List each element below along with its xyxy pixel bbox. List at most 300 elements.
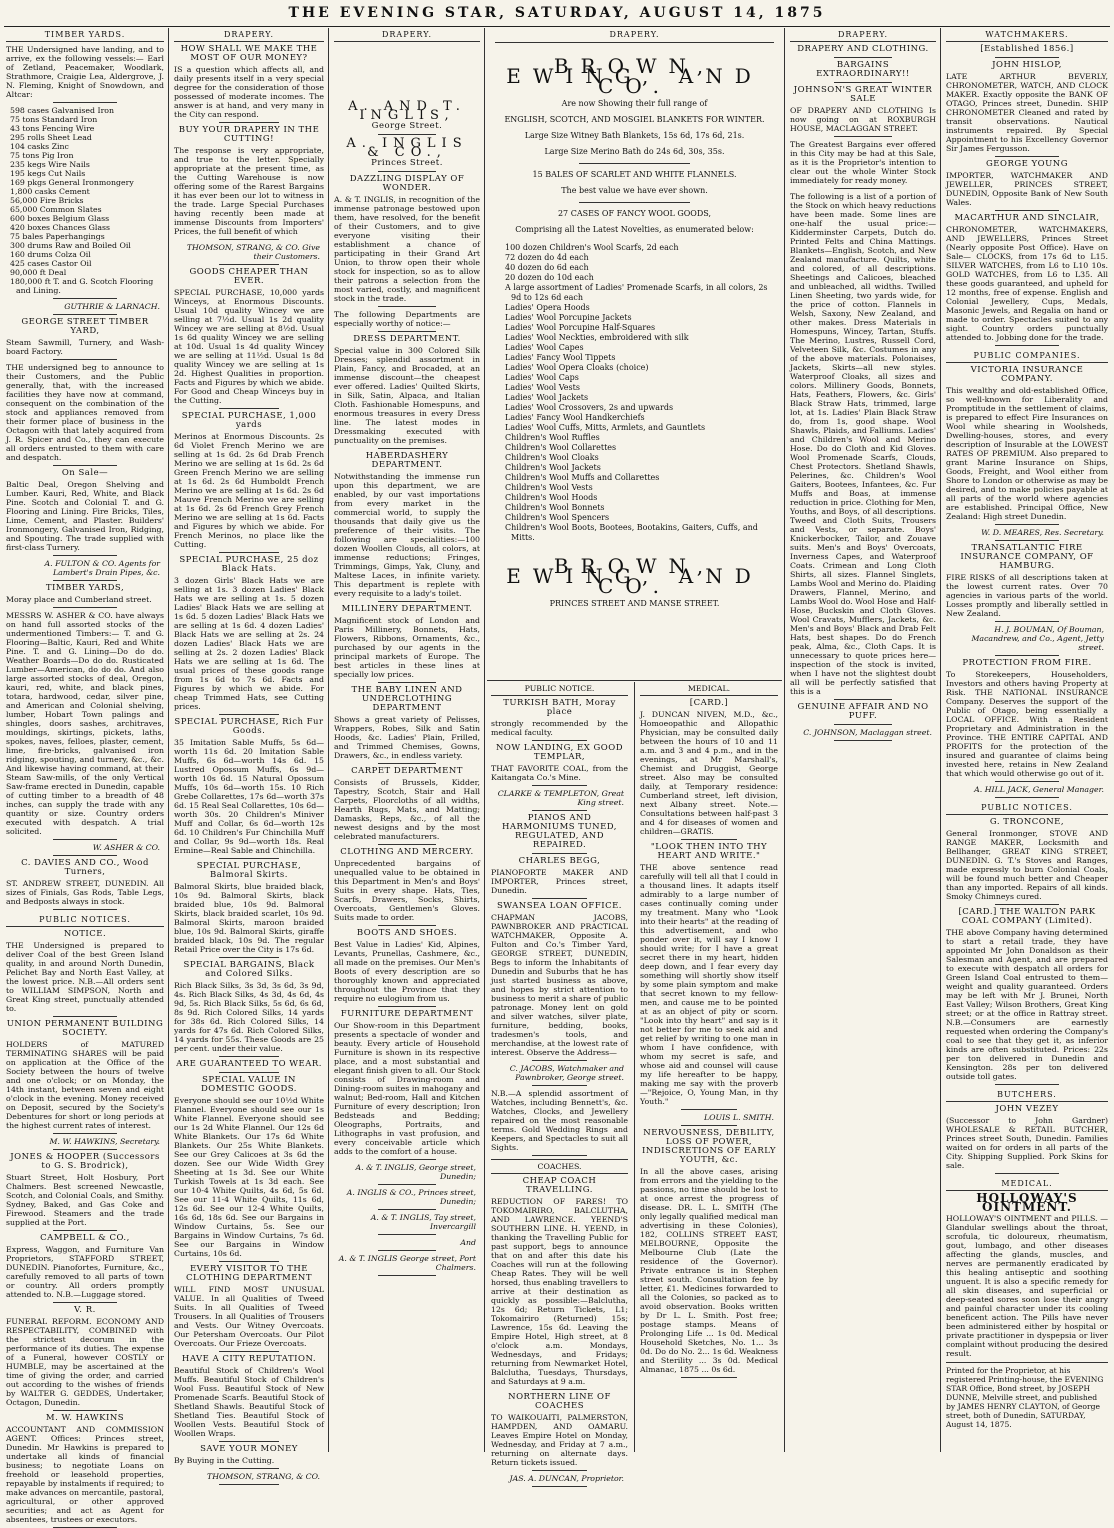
advert-signature: A. & T. INGLIS George street, Port Chalmers. bbox=[338, 1254, 476, 1272]
advert-heading: CHARLES BEGG, bbox=[518, 856, 601, 866]
divider bbox=[532, 898, 587, 899]
divider bbox=[378, 763, 436, 764]
advert-heading: HOLLOWAY'S OINTMENT. bbox=[976, 1191, 1078, 1214]
advert-text: CHAPMAN JACOBS, PAWNBROKER AND PRACTICAL WATCHMAKER, Opposite A. Fulton and Co.'s Timber Yard, GEORGE STREET, DUNEDIN, Begs to inform the Inhabitants of Dunedin and Suburbs that he has just started business as above, and hopes by strict attention to business to merit a share of public patronage. Money lent on gold and silver watches, silver plate, furniture, bedding, books, tradesmen's tools, and merchandise, at the lowest rate of interest. Observe the Address— bbox=[491, 913, 628, 1057]
section-header: PUBLIC NOTICE. bbox=[491, 682, 628, 696]
list-item: Children's Wool Muffs and Collarettes bbox=[505, 473, 660, 482]
advert-text: 3 dozen Girls' Black Hats we are selling at 1s. 3 dozen Ladies' Black Hats we are selling at 1s. 5 dozen Ladies' Black Hats we are selling at 1s 6d. 5 dozen Ladies' Black Hats we are selling at 1s 6d. 4 dozen Ladies' Black Hats we are selling at 2s. 24 dozen Ladies' Black Hats we are selling at 2s. 2 dozen Ladies' Black Hats we are selling at 1s 6d. The usual prices of these goods range from 1s 6d to 7s 6d. Facts and Figures by which we abide. For cheap Trimmed Hats, see Cutting prices. bbox=[174, 576, 324, 711]
advert-text: MESSRS W. ASHER & CO. have always on hand full assorted stocks of the undermentioned Timbers:— T. and G. Flooring—Baltic, Kauri, Red and White Pine. T. and G. Lining—Do do do. Weather Boards—Do do do. Rusticated Lumber—American, do do do. And also large assorted stocks of deal, Oregon, kauri, red, white, and black pines, totara, hardwood, cedar, silver pine, and American and Colonial shelving, lumber, Hobart Town palings and shingles, doors sashes, architraves, mouldings, skirtings, pickets, laths, spokes, naves, felloes, plaster, cement, lime, fire-bricks, galvanised iron ridging, spouting, and turnery, &c., &c. And likewise having command, at their Steam Saw-mills, of the only Vertical Saw-frame erected in Dunedin, capable of cutting timber to a breadth of 48 inches, can supply the trade with any quantity or size. Country orders executed with despatch. A trial solicited. bbox=[6, 611, 164, 836]
advert-text: The following is a list of a portion of the Stock on which heavy reductions have been made. Some lines are one-half the usual price:— Kidderminster Carpets, Dutch do. Printed Felts and China Mattings. Blankets—English, Scotch, and New Zealand manufacture. Quilts, white and colored, of all descriptions. Sheetings and Calicoes, bleached and unbleached, all widths. Twilled Linen Sheeting, two yards wide, for the price of cotton. Flannels in Welsh, Saxony, New Zealand, and other makes. Dress Materials in Homespuns, Wincey, Tartan, Stuffs. The Merino, Lustres, Russell Cord, Velveteen Silk, &c. Costumes in any of the above materials. Polonaises, Jackets, Skirts—all new styles. Waterproof Cloaks, all sizes and colors. Millinery Goods, Bonnets, Hats, Feathers, Flowers, &c. Girls' Black Straw Hats, trimmed, large lot, at 1s. Ladies' Plain Black Straw do, from 1s, good shape. Wool Shawls, Plaids, and Falliums. Ladies' and Children's Wool and Merino Hose. Do do Cloth and Kid Gloves. Wool Promenade Scarfs, Clouds, Chest Protectors. Shetland Shawls, Pelerines, &c. Children's Wool Gaiters, Bootees, Infantees, &c. Fur Muffs and Boas, at immense reduction in price. Clothing for Men, Youths, and Boys, of all descriptions. Tweed and Cloth Suits, Trousers and Vests, or separate. Boys' Knickerbocker, Tailor, and Zouave suits. Men's and Boys' Overcoats, Inverness Capes, and Waterproof Coats. Crimean and Long Cloth Shirts, all sizes. Flannel Singlets, Lambs Wool and Merino do. Plaiding Drawers, Flannel, Merino, and Lambs Wool do. Wool Hose and Half-Hose, Buckskin and Cloth Gloves. Wool Cravats, Mufflers, Jackets, &c. Men's and Boys' Black and Drab Felt Hats, best shapes. Do do French peak, Alma, &c., Cloth Caps. It is unnecessary to quote prices here—inspection of the stock is invited, when I have not the slightest doubt all will be perfectly satisfied that this is a bbox=[790, 192, 936, 696]
column-items bbox=[946, 1105, 1108, 1174]
advert-item bbox=[6, 843, 164, 852]
advert-text: General Ironmonger, STOVE AND RANGE MAKER, Locksmith and Bellhanger, GREAT KING STREET, DUNEDIN. G. T.'s Stoves and Ranges, made expressly to burn Colonial Coals, will be found much better and Cheaper than any imported. Repairs of all kinds. Smoky Chimneys cured. bbox=[946, 829, 1108, 901]
advert-item bbox=[334, 1254, 480, 1272]
divider bbox=[995, 524, 1060, 525]
divider bbox=[378, 1250, 436, 1251]
advert-item bbox=[946, 214, 1108, 342]
divider bbox=[219, 714, 279, 715]
advert-item bbox=[640, 1113, 778, 1122]
advert-item bbox=[334, 1213, 480, 1231]
advert-item bbox=[6, 584, 164, 604]
advert-heading: GOODS CHEAPER THAN EVER. bbox=[189, 267, 309, 286]
advert-heading: ARE GUARANTEED TO WEAR. bbox=[176, 1059, 322, 1069]
advert-text: Stuart Street, Holt Hosbury, Port Chalmers. Best screened Newcastle, Scotch, and Colonial Coals, and Smithy. Sydney, Baked, and Gas Coke and Firewood. Steamers and the trade supplied at the Port. bbox=[6, 1173, 164, 1227]
column-rule bbox=[168, 28, 169, 1452]
advert-heading: FURNITURE DEPARTMENT bbox=[340, 1009, 474, 1019]
column-rule bbox=[940, 28, 941, 1452]
divider bbox=[532, 1470, 587, 1471]
advert-signature: JAS. A. DUNCAN, Proprietor. bbox=[509, 1474, 624, 1483]
column-items bbox=[6, 930, 164, 1528]
advert-heading: [Established 1856.] bbox=[980, 44, 1074, 54]
advert-text: Unprecedented bargains of unequalled value to be obtained in this Department in Men's and Boys' Suits in every shape. Hats, Ties, Scarfs, Drawers, Socks, Shirts, Overcoats, Gentlemen's Gloves. Suits made to order. bbox=[334, 859, 480, 922]
advert-line: Comprising all the Latest Novelties, as enumerated below: bbox=[515, 225, 754, 234]
advert-item bbox=[790, 703, 936, 721]
advert-item bbox=[6, 930, 164, 1013]
advert-heading: "LOOK THEN INTO THY HEART AND WRITE." bbox=[650, 842, 768, 861]
advert-item bbox=[6, 106, 164, 295]
advert-signature: CLARKE & TEMPLETON, Great King street. bbox=[497, 789, 624, 807]
firm-name: BROWN, EWING, AND CO. bbox=[506, 54, 763, 98]
advert-text: Our Show-room in this Department presents a spectacle of wonder and beauty. Every article of Household Furniture is shown in its respective place, and a most substantial and elegant finish given to all. Our Stock consists of Drawing-room and Dining-room suites in mahogany and walnut; Bed-room, Hall and Kitchen Furniture of every description; Iron Bedsteads and Bedding; Oleographs, Portraits, and Lithographs in vast profusion, and every conceivable article which adds to the comfort of a house. bbox=[334, 1021, 480, 1156]
advert-item bbox=[6, 1153, 164, 1227]
advert-item bbox=[946, 908, 1108, 1081]
divider bbox=[378, 1006, 436, 1007]
column-items bbox=[491, 699, 628, 1156]
divider bbox=[378, 844, 436, 845]
advert-heading: CAMPBELL & CO., bbox=[40, 1233, 130, 1243]
advert-signature: GUTHRIE & LARNACH. bbox=[64, 302, 160, 311]
divider bbox=[532, 853, 587, 854]
column-items bbox=[790, 45, 936, 741]
list-item: 72 dozen do 4d each bbox=[505, 253, 589, 262]
list-item: 75 bales Paperhangings bbox=[10, 232, 105, 241]
advert-text: Consists of Brussels, Kidder, Tapestry, Scotch, Stair and Hall Carpets, Floorcloths of all widths, Hearth Rugs, Mats, and Matting; Damasks, Reps, &c., of all the newest designs and by the most celebrated manufacturers. bbox=[334, 778, 480, 841]
list-item: Ladies' Opera Hoods bbox=[505, 303, 590, 312]
section-header: DRAPERY. bbox=[334, 28, 480, 42]
advert-heading: BARGAINS EXTRAORDINARY!! bbox=[816, 60, 910, 79]
advert-text: Balmoral Skirts, blue braided black, 10s 9d. Balmoral Skirts, black braided blue, 10s 9d. Balmoral Skirts, black braided scarlet, 10s 9d. Balmoral Skirts, maroon braided blue, 10s 9d. Balmoral Skirts, giraffe braided black, 10s 9d. The regular Retail Price over the City is 17s 6d. bbox=[174, 882, 324, 954]
advert-item bbox=[946, 45, 1108, 54]
advert-heading: EVERY VISITOR TO THE CLOTHING DEPARTMENT bbox=[185, 1264, 313, 1283]
section-header: PUBLIC NOTICES. bbox=[946, 801, 1108, 815]
list-item: 20 dozen do 10d each bbox=[505, 273, 594, 282]
advert-text: Best Value in Ladies' Kid, Alpines, Levants, Prunellas, Cashmere, &c., all made on the premises. Our Men's Boots of every description are so thoroughly known and appreciated throughout the Province that they require no eulogium from us. bbox=[334, 940, 480, 1003]
divider bbox=[681, 839, 736, 840]
column-drapery-inglis bbox=[330, 28, 484, 1452]
advert-item bbox=[334, 1163, 480, 1181]
advert-text: Merinos at Enormous Discounts. 2s 6d Violet French Merino we are selling at 1s 6d. 2s 6d Drab French Merino we are selling at 1s 6d. 2s 6d Green French Merino we are selling at 1s 6d. 2s 6d Humboldt French Merino we are selling at 1s 6d. 2s 6d Mauve French Merino we are selling at 1s 6d. 2s 6d French Grey French Merino we are selling at 1s 6d. Facts and Figures by which we abide. For French Merinos, no place like the Cutting. bbox=[174, 432, 324, 549]
list-item: Ladies' Wool Porcupine Jackets bbox=[505, 313, 632, 322]
divider bbox=[532, 810, 587, 811]
divider bbox=[378, 682, 436, 683]
list-item: Ladies' Wool Jackets bbox=[505, 393, 589, 402]
advert-line: 15 BALES OF SCARLET AND WHITE FLANNELS. bbox=[532, 170, 737, 179]
list-item: Children's Wool Hoods bbox=[505, 493, 598, 502]
column-watchmakers bbox=[942, 28, 1112, 1452]
section-header: TIMBER YARDS. bbox=[6, 28, 164, 42]
list-item: 75 tons Standard Iron bbox=[10, 115, 98, 124]
divider bbox=[378, 1159, 436, 1160]
list-item: 300 drums Raw and Boiled Oil bbox=[10, 241, 131, 250]
firm-address: Princes Street. bbox=[371, 158, 443, 168]
advert-text: HOLLOWAY'S OINTMENT and PILLS. — Glandular swellings about the throat, scrofula, tic doloureux, rheumatism, gout, lumbago, and other diseases affecting the glands, muscles, and nerves are permanently eradicated by this healing antiseptic and soothing unguent. It is also a specific remedy for all skin diseases, and superficial or deep-seated sores soon lose their angry and painful character under its cooling beneficent action. The Pills have never been administered either by hospital or private practitioner in dyspepsia or liver complaint without producing the desired result. bbox=[946, 1214, 1108, 1358]
advert-heading: C. DAVIES AND CO., Wood Turners, bbox=[21, 858, 149, 877]
advert-signature: A. HILL JACK, General Manager. bbox=[974, 785, 1104, 794]
list-item: Ladies' Wool Porcupine Half-Squares bbox=[505, 323, 656, 332]
divider bbox=[219, 858, 279, 859]
advert-item bbox=[6, 1306, 164, 1407]
divider bbox=[834, 724, 892, 725]
advert-item bbox=[174, 961, 324, 1053]
advert-item bbox=[174, 268, 324, 405]
advert-heading: BOOTS AND SHOES. bbox=[356, 928, 458, 938]
advert-text: THE Undersigned is prepared to deliver Coal of the best Green Island quality, in and around North Dunedin, Pelichet Bay and North East Valley, at the lowest price. N.B.—All orders sent to WILLIAM SIMPSON, North and Great King street, punctually attended to. bbox=[6, 941, 164, 1013]
advert-heading: PIANOS AND HARMONIUMS TUNED, REGULATED, AND REPAIRED. bbox=[502, 813, 617, 850]
advert-heading: TIMBER YARDS, bbox=[45, 583, 125, 593]
advert-heading: PROTECTION FROM FIRE. bbox=[962, 658, 1092, 668]
divider bbox=[53, 465, 116, 466]
list-item: 425 cases Castor Oil bbox=[10, 259, 92, 268]
divider bbox=[53, 1133, 116, 1134]
divider bbox=[53, 298, 116, 299]
divider bbox=[579, 163, 691, 164]
advert-list bbox=[6, 106, 164, 295]
advert-heading: CHEAP COACH TRAVELLING. bbox=[522, 1176, 597, 1195]
firm-name: A. INGLIS & CO., bbox=[346, 136, 468, 160]
column-items bbox=[491, 1177, 628, 1487]
divider bbox=[681, 1377, 736, 1378]
list-item: 56,000 Fire Bricks bbox=[10, 196, 84, 205]
advert-text: To Storekeepers, Householders, Investors and others having Property at Risk. THE NATIONAL INSURANCE Company. Deserves the support of the Public of Otago, being essentially a LOCAL OFFICE. With a Resident Proprietary and Administration in the Province. THE ENTIRE CAPITAL AND PROFITS for the protection of the insured and guarantee of claims being invested here, retains in New Zealand that which would otherwise go out of it. bbox=[946, 670, 1108, 778]
advert-item bbox=[174, 1060, 324, 1069]
divider bbox=[378, 601, 436, 602]
list-item: Children's Wool Bonnets bbox=[505, 503, 605, 512]
advert-text: Shows a great variety of Pelisses, Wrappers, Robes, Silk and Satin Hoods, &c. Ladies' Plain, Frilled, and Trimmed Chemises, Gowns, Drawers, &c., in endless variety. bbox=[334, 715, 480, 760]
list-item: Children's Wool Boots, Bootees, Bootakins, Gaiters, Cuffs, and Mitts. bbox=[505, 523, 758, 542]
advert-item bbox=[491, 1474, 628, 1483]
column-items bbox=[174, 45, 324, 1485]
advert-item bbox=[6, 859, 164, 906]
divider bbox=[219, 1261, 279, 1262]
advert-heading: M. W. HAWKINS bbox=[45, 1413, 125, 1423]
advert-text: In all the above cases, arising from errors and the yielding to the passions, no time should be lost to at once arrest the progress of disease. DR. L. L. SMITH (The only legally qualified medical man advertising in these Colonies), 182, COLLINS STREET EAST, MELBOURNE, Opposite the Melbourne Club (Late the residence of the Governor). Private entrance is in Stephen street south. Consultation fee by letter, £1. Medicines forwarded to all the Colonies, so packed as to avoid observation. Books written by Dr L. L. Smith. Post free; postage stamps. Means of Prolonging Life ... 1s 0d. Medical Household Sketches, No. 1... 3s 0d. Do do No. 2... 1s 6d. Weakness and Sterility ... 3s 0d. Medical Almanac, 1875 ... 0s 6d. bbox=[640, 1167, 778, 1374]
column-items bbox=[946, 45, 1108, 346]
advert-heading: JOHN HISLOP, bbox=[992, 60, 1062, 70]
advert-heading: HOW SHALL WE MAKE THE MOST OF OUR MONEY? bbox=[180, 44, 318, 63]
divider bbox=[995, 345, 1060, 346]
advert-text: FIRE RISKS of all descriptions taken at the lowest current rates. Over 70 agencies in various parts of the world. Losses promptly and liberally settled in New Zealand. bbox=[946, 573, 1108, 618]
divider bbox=[378, 1234, 436, 1235]
list-item: 75 tons Pig Iron bbox=[10, 151, 74, 160]
divider bbox=[53, 1230, 116, 1231]
advert-text: J. DUNCAN NIVEN, M.D., &c., Homoeopathic and Allopathic Physician, may be consulted daily between the hours of 10 and 11 a.m. and 3 and 4 p.m., and in the evenings, at Mr Marshall's, Chemist and Druggist, George street. Also may be consulted daily, at Temporary residence: Cumberland street, left division, next Albany street. Note.—Consultations between half-past 3 and 4 for diseases of women and children—GRATIS. bbox=[640, 710, 778, 836]
advert-heading: [CARD.] THE WALTON PARK COAL COMPANY (Limited). bbox=[958, 907, 1096, 926]
advert-heading: MACARTHUR AND SINCLAIR, bbox=[954, 213, 1100, 223]
list-item: Ladies' Wool Caps bbox=[505, 373, 579, 382]
divider bbox=[532, 785, 587, 786]
list-item: 295 rolls Sheet Lead bbox=[10, 133, 92, 142]
advert-heading: HAVE A CITY REPUTATION. bbox=[181, 1354, 317, 1364]
section-rule bbox=[487, 680, 782, 681]
advert-item bbox=[334, 1238, 480, 1247]
advert-item bbox=[946, 366, 1108, 521]
advert-text: 35 Imitation Sable Muffs, 5s 6d—worth 11s 6d. 20 Imitation Sable Muffs, 6s 6d—worth 14s 6d. 15 Lustred Opossum Muffs, 6s 9d—worth 10s 6d. 15 Natural Opossum Muffs, 10s 6d—worth 15s. 10 Rich Grebe Collarettes, 17s 6d—worth 37s 6d. 15 Real Seal Collarettes, 10s 6d—worth 30s. 20 Children's Miniver Muff and Collar, 6s 6d—worth 12s 6d. 10 Children's Fur Chinchilla Muff and Collar, 9s 9d—worth 18s. Real Ermine—Real Sable and Chinchilla. bbox=[174, 738, 324, 855]
advert-text: IS a question which affects all, and daily presents itself in a very special degree for the consideration of those possessed of moderate incomes. The answer is at hand, and very many in the City can respond. bbox=[174, 65, 324, 119]
advert-heading: JONES & HOOPER (Successors to G. S. Brodrick), bbox=[10, 1152, 160, 1171]
advert-heading: SPECIAL PURCHASE, Balmoral Skirts. bbox=[196, 861, 302, 880]
advert-heading: GEORGE YOUNG bbox=[985, 159, 1069, 169]
divider bbox=[834, 188, 892, 189]
section-header: WATCHMAKERS. bbox=[946, 28, 1108, 42]
advert-item bbox=[640, 843, 778, 1106]
advert-item bbox=[790, 86, 936, 133]
advert-item bbox=[334, 767, 480, 841]
advert-heading: SWANSEA LOAN OFFICE. bbox=[496, 901, 622, 911]
column-medical bbox=[636, 682, 782, 1452]
advert-item bbox=[946, 659, 1108, 778]
advert-heading: SAVE YOUR MONEY bbox=[200, 1444, 298, 1454]
divider bbox=[834, 57, 892, 58]
advert-text: PIANOFORTE MAKER AND IMPORTER, Princes street, Dunedin. bbox=[491, 868, 628, 895]
divider bbox=[53, 839, 116, 840]
advert-text: N.B.—A splendid assortment of Watches, including Bennett's, &c. Watches, Clocks, and Jewellery repaired on the most reasonable terms. Gold Wedding Rings and Keepers, and Spectacles to suit all Sights. bbox=[491, 1089, 628, 1152]
advert-item bbox=[640, 1129, 778, 1374]
column-rule bbox=[484, 28, 485, 1452]
divider bbox=[995, 781, 1060, 782]
column-items bbox=[640, 699, 778, 1378]
advert-text: HOLDERS of MATURED TERMINATING SHARES will be paid on application at the Office of the Society between the hours of twelve and one o'clock; or on Monday, the 14th instant, between seven and eight o'clock in the evening. Money received on Deposit, secured by the Society's Debentures for short or long periods at the highest current rates of interest. bbox=[6, 1040, 164, 1130]
section-header: DRAPERY. bbox=[174, 28, 324, 42]
divider bbox=[53, 1410, 116, 1411]
advert-text: By Buying in the Cutting. bbox=[174, 1456, 275, 1465]
advert-item bbox=[946, 160, 1108, 207]
advert-heading: GENUINE AFFAIR AND NO PUFF. bbox=[797, 702, 929, 721]
advert-heading: DRESS DEPARTMENT. bbox=[353, 334, 461, 344]
advert-signature: C. JOHNSON, Maclaggan street. bbox=[803, 728, 932, 737]
list-item: 195 kegs Cut Nails bbox=[10, 169, 86, 178]
section-header: DRAPERY. bbox=[495, 28, 774, 43]
advert-list bbox=[501, 243, 768, 543]
advert-item bbox=[946, 528, 1108, 537]
list-item: 160 drums Colza Oil bbox=[10, 250, 91, 259]
advert-lines bbox=[495, 99, 774, 235]
divider bbox=[995, 655, 1060, 656]
list-item: 65,000 Common Slates bbox=[10, 205, 102, 214]
list-item: 420 boxes Chances Glass bbox=[10, 223, 111, 232]
advert-item bbox=[491, 857, 628, 895]
advert-item bbox=[946, 785, 1108, 794]
advert-text: IMPORTER, WATCHMAKER AND JEWELLER, PRINCES STREET, DUNEDIN, Opposite Bank of New South Wales. bbox=[946, 171, 1108, 207]
advert-item bbox=[174, 718, 324, 855]
divider bbox=[219, 1468, 279, 1469]
advert-item bbox=[790, 61, 936, 79]
divider bbox=[532, 1060, 587, 1061]
list-item: Children's Wool Cloaks bbox=[505, 453, 599, 462]
advert-item bbox=[174, 412, 324, 549]
advert-item bbox=[491, 1177, 628, 1386]
advert-text: THE above Company having determined to start a retail trade, they have appointed Mr John Donaldson as their Salesman and Agent, and are prepared to execute with despatch all orders for Green Island Coal entrusted to them—weight and quality guaranteed. Orders may be left with Mr J. Brunei, North East Valley; Wilson Brothers, Great King street; or at the office in Rattray street. N.B.—Consumers are earnestly requested when ordering the Company's coal to see that they get it, as inferior kinds are often substituted. Prices: 22s per ton delivered in Dunedin and Kensington. 28s per ton delivered outside toll gates. bbox=[946, 928, 1108, 1081]
divider bbox=[532, 1389, 587, 1390]
advert-text: Magnificent stock of London and Paris Millinery, Bonnets, Hats, Flowers, Ribbons, Ornaments, &c., purchased by our agents in the principal markets of Europe. The best articles in these lines at specially low prices. bbox=[334, 616, 480, 679]
divider bbox=[53, 580, 116, 581]
advert-item bbox=[334, 310, 480, 328]
advert-item bbox=[6, 1234, 164, 1299]
advert-signature: A. & T. INGLIS, Tay street, Invercargill bbox=[370, 1213, 476, 1231]
advert-item bbox=[946, 1214, 1108, 1358]
divider bbox=[995, 1173, 1060, 1174]
divider bbox=[834, 740, 892, 741]
advert-text: WILL FIND MOST UNUSUAL VALUE. In all Qualities of Tweed Suits. In all Qualities of Tweed Trousers. In all Qualities of Trousers and Vests. Our Witney Overcoats. Our Petersham Overcoats. Our Pilot Overcoats. Our Frieze Overcoats. bbox=[174, 1285, 324, 1348]
list-item: Children's Wool Vests bbox=[505, 483, 593, 492]
divider bbox=[53, 1302, 116, 1303]
advert-item bbox=[6, 1137, 164, 1146]
advert-item bbox=[946, 1105, 1108, 1170]
divider bbox=[378, 306, 436, 307]
column-items bbox=[334, 175, 480, 1276]
advert-heading: TURKISH BATH, Moray place bbox=[503, 698, 616, 717]
advert-signature: LOUIS L. SMITH. bbox=[703, 1113, 774, 1122]
advert-line: 27 CASES OF FANCY WOOL GOODS, bbox=[557, 209, 712, 218]
advert-text: ST. ANDREW STREET, DUNEDIN. All sizes of Finials, Gas Rods, Table Legs, and Bedposts always in stock. bbox=[6, 879, 164, 906]
divider bbox=[378, 171, 436, 172]
advert-heading: SPECIAL PURCHASE, Rich Fur Goods. bbox=[174, 717, 324, 736]
advert-item bbox=[6, 45, 164, 99]
advert-heading: G. TRONCONE, bbox=[989, 817, 1065, 827]
divider bbox=[995, 621, 1060, 622]
advert-item bbox=[946, 61, 1108, 153]
advert-heading: THE BABY LINEN AND UNDERCLOTHING DEPARTMENT bbox=[351, 685, 463, 713]
advert-item bbox=[491, 814, 628, 850]
divider bbox=[219, 264, 279, 265]
advert-text: TO WAIKOUAITI, PALMERSTON, HAMPDEN, AND OAMARU. Leaves Empire Hotel on Monday, Wednesday, and Friday at 7 a.m., returning on alternate days. Return tickets issued. bbox=[491, 1413, 628, 1467]
divider bbox=[532, 1155, 587, 1156]
divider bbox=[995, 57, 1060, 58]
advert-text: Steam Sawmill, Turnery, and Wash-board Factory. bbox=[6, 338, 164, 356]
advert-item bbox=[334, 605, 480, 679]
firm-name: BROWN, EWING, AND CO. bbox=[506, 554, 763, 598]
advert-heading: HABERDASHERY DEPARTMENT. bbox=[365, 451, 449, 470]
list-item: 40 dozen do 6d each bbox=[505, 263, 589, 272]
divider bbox=[532, 740, 587, 741]
advert-heading: VICTORIA INSURANCE COMPANY. bbox=[970, 365, 1084, 384]
list-item: 1,800 casks Cement bbox=[10, 187, 90, 196]
advert-heading: JOHNSON'S GREAT WINTER SALE bbox=[793, 85, 933, 104]
advert-text: The following Departments are especially worthy of notice:— bbox=[334, 310, 480, 328]
advert-item bbox=[6, 363, 164, 462]
advert-text: The response is very appropriate, and true to the letter. Specially appropriate at the present time, as the Cutting Warehouse is now offering some of the Rarest Bargains it has ever been our lot to witness in the trade. Large Special Purchases having recently been made at immense Discounts from Importers' Prices, the full benefit of which bbox=[174, 146, 324, 236]
column-public-notice bbox=[487, 682, 632, 1483]
divider bbox=[995, 540, 1060, 541]
divider bbox=[834, 699, 892, 700]
advert-item bbox=[946, 544, 1108, 618]
list-item: Children's Wool Ruffles bbox=[505, 433, 600, 442]
divider bbox=[532, 1486, 587, 1487]
advert-item bbox=[334, 1188, 480, 1206]
advert-text: Beautiful Stock of Children's Wool Muffs. Beautiful Stock of Children's Wool Fuss. Beautiful Stock of New Promenade Scarfs. Beautiful Stock of Shetland Shawls. Beautiful Stock of Shetland Ties. Beautiful Stock of Woollen Vests. Beautiful Stock of Woollen Wraps. bbox=[174, 1366, 324, 1438]
advert-text: THE above sentence read carefully will tell all that I could in a thousand lines. It adapts itself admirably to a large number of cases continually coming under my treatment. Many who "Look into their hearts" at the reading of this advertisement, and who ponder over it, will say I know I should write; for I have a great secret there in my heart, hidden deep down, and I fear every day something will shortly show itself by some plain symptom and make that secret known to my fellow-men, and cause me to be pointed at as an object of pity or scorn. "Look into thy heart" and say is it not better for me to seek aid and get relief by writing to one man in whom I have confidence, with whom my secret is safe, and whose aid and counsel will cause my life hereafter to be happy, making me say with the proverb—"Rejoice, O, Young Man, in thy Youth." bbox=[640, 863, 778, 1106]
divider bbox=[378, 1184, 436, 1185]
advert-heading: SPECIAL PURCHASE, 25 doz Black Hats. bbox=[179, 555, 319, 574]
firm-address: George Street. bbox=[371, 121, 443, 131]
section-header: MEDICAL. bbox=[946, 1177, 1108, 1191]
advert-text: FUNERAL REFORM. ECONOMY AND RESPECTABILITY, COMBINED with the strictest decorum in the performance of its duties. The expense of a Funeral, however COSTLY or HUMBLE, may be ascertained at the time of giving the order, and carried out according to the wishes of friends by WALTER G. GEDDES, Undertaker, Octagon, Dunedin. bbox=[6, 1317, 164, 1407]
brown-ewing-advert bbox=[487, 28, 782, 668]
advert-text: THE Undersigned have landing, and to arrive, ex the following vessels:— Earl of Zetland, Peacemaker, Woodlark, Strathmore, Craigie Lea, Aldergrove, J. N. Fleming, Knight of Snowdown, and Altcar: bbox=[6, 45, 164, 99]
advert-text: Moray place and Cumberland street. bbox=[6, 595, 152, 604]
advert-heading: NERVOUSNESS, DEBILITY, LOSS OF POWER, INDISCRETIONS OF EARLY YOUTH, &c. bbox=[642, 1128, 776, 1165]
advert-signature: A. INGLIS & CO., Princes street, Dunedin; bbox=[346, 1188, 476, 1206]
advert-item bbox=[334, 686, 480, 760]
advert-text: A. & T. INGLIS, in recognition of the immense patronage bestowed upon them, have resolved, for the benefit of their Customers, and to give everyone visiting their establishment a chance of participating in their Grand Art Union, to throw open their whole stock for inspection, so as to allow their patrons a selection from the most varied, costly, and magnificent stock in the trade. bbox=[334, 195, 480, 303]
advert-item bbox=[174, 862, 324, 954]
advert-signature: THOMSON, STRANG, & CO. bbox=[207, 1472, 320, 1481]
divider bbox=[53, 607, 116, 608]
advert-heading: GEORGE STREET TIMBER YARD, bbox=[21, 317, 149, 336]
column-rule bbox=[784, 28, 785, 1452]
masthead-rule bbox=[4, 26, 1110, 27]
advert-heading: SPECIAL VALUE IN DOMESTIC GOODS. bbox=[200, 1075, 297, 1094]
divider bbox=[53, 555, 116, 556]
advert-item bbox=[174, 1076, 324, 1258]
firm-name: A. AND T. INGLIS, bbox=[348, 99, 466, 123]
divider bbox=[219, 239, 279, 240]
advert-signature: And bbox=[460, 1238, 476, 1247]
advert-item bbox=[174, 1472, 324, 1481]
advert-line: Are now Showing their full range of bbox=[561, 99, 708, 108]
section-header: MEDICAL. bbox=[640, 682, 778, 696]
list-item: Children's Wool Spencers bbox=[505, 513, 610, 522]
column-rule bbox=[634, 682, 635, 1452]
divider bbox=[378, 925, 436, 926]
divider bbox=[53, 314, 116, 315]
divider bbox=[219, 957, 279, 958]
advert-text: Rich Black Silks, 3s 3d, 3s 6d, 3s 9d, 4s. Rich Black Silks, 4s 3d, 4s 6d, 4s 9d, 5s. Rich Black Silks, 5s 6d, 6s 6d, 8s 9d. Rich Colored Silks, 14 yards for 38s 6d. Rich Colored Silks, 14 yards for 47s 6d. Rich Colored Silks, 14 yards for 55s. These Goods are 25 per cent. under their value. bbox=[174, 981, 324, 1053]
advert-item bbox=[6, 1020, 164, 1130]
advert-heading: TRANSATLANTIC FIRE INSURANCE COMPANY, OF HAMBURG. bbox=[960, 543, 1094, 571]
list-item: Ladies' Wool Neckties, embroidered with silk bbox=[505, 333, 689, 342]
advert-item bbox=[491, 902, 628, 1057]
advert-heading: NORTHERN LINE OF COACHES bbox=[508, 1392, 611, 1411]
advert-item bbox=[790, 728, 936, 737]
list-item: Children's Wool Jackets bbox=[505, 463, 601, 472]
column-drapery-johnson bbox=[786, 28, 940, 1452]
advert-heading: NOW LANDING, EX GOOD TEMPLAR, bbox=[495, 743, 624, 762]
advert-heading: BUY YOUR DRAPERY IN THE CUTTING! bbox=[178, 125, 320, 144]
divider bbox=[219, 1056, 279, 1057]
advert-item bbox=[491, 699, 628, 737]
list-item: 180,000 ft T. and G. Scotch Flooring and Lining. bbox=[10, 277, 154, 295]
divider bbox=[532, 1085, 587, 1086]
advert-text: ACCOUNTANT AND COMMISSION AGENT. Offices: Princes street, Dunedin. Mr Hawkins is prepared to undertake all kinds of financial business; to negotiate Loans on freehold or leasehold properties, repayable by instalments if required; to make advances on mercantile, pastoral, agricultural, or other approved securities; and act as Agent for absentees, trustees or executors. bbox=[6, 1425, 164, 1524]
advert-text: Baltic Deal, Oregon Shelving and Lumber. Kauri, Red, White, and Black Pine. Scotch and Colonial T. and G. Flooring and Lining. Fire Bricks, Tiles, Lime, Cement, and Plaster. Builders' Ironmongery, Galvanised Iron, Ridging, and Spouting. The trade supplied with first-class Turnery. bbox=[6, 480, 164, 552]
section-header: PUBLIC NOTICES. bbox=[6, 913, 164, 927]
advert-item bbox=[334, 848, 480, 922]
goods-list bbox=[501, 243, 768, 543]
list-item: Ladies' Wool Opera Cloaks (choice) bbox=[505, 363, 649, 372]
divider bbox=[378, 331, 436, 332]
divider bbox=[995, 210, 1060, 211]
advert-heading: JOHN VEZEY bbox=[995, 1104, 1059, 1114]
advert-item bbox=[174, 1445, 324, 1465]
advert-text: Express, Waggon, and Furniture Van Proprietors, STAFFORD STREET, DUNEDIN. Pianofortes, Furniture, &c., carefully removed to all parts of town or country. All orders promptly attended to. N.B.—Luggage stored. bbox=[6, 1245, 164, 1299]
advert-signature: THOMSON, STRANG, & CO. Give their Customers. bbox=[186, 243, 320, 261]
divider bbox=[681, 1109, 736, 1110]
advert-heading: CLOTHING AND MERCERY. bbox=[340, 847, 474, 857]
divider bbox=[53, 359, 116, 360]
advert-item bbox=[491, 1393, 628, 1467]
advert-text: Everyone should see our 10½d White Flannel. Everyone should see our 1s White Flannel. Everyone should see our 1s 2d White Flannel. Our 12s 6d White Blankets. Our 17s 6d White Blankets. Our 25s White Blankets. See our Grey Calicoes at 3s 6d the dozen. See our Wide Width Grey Sheeting at 1s 3d. See our White Turkish Towels at 1s 3d each. See our 10-4 White Quilts, 4s 6d, 5s 6d. See our 11-4 White Quilts, 11s 6d, 12s 6d. See our 12-4 White Quilts, 16s 6d, 18s 6d. See our Bargains in Window Curtains, 5s. See our Bargains in Window Curtains, 7s 6d. See our Bargains in Window Curtains, 10s 6d. bbox=[174, 1096, 324, 1258]
